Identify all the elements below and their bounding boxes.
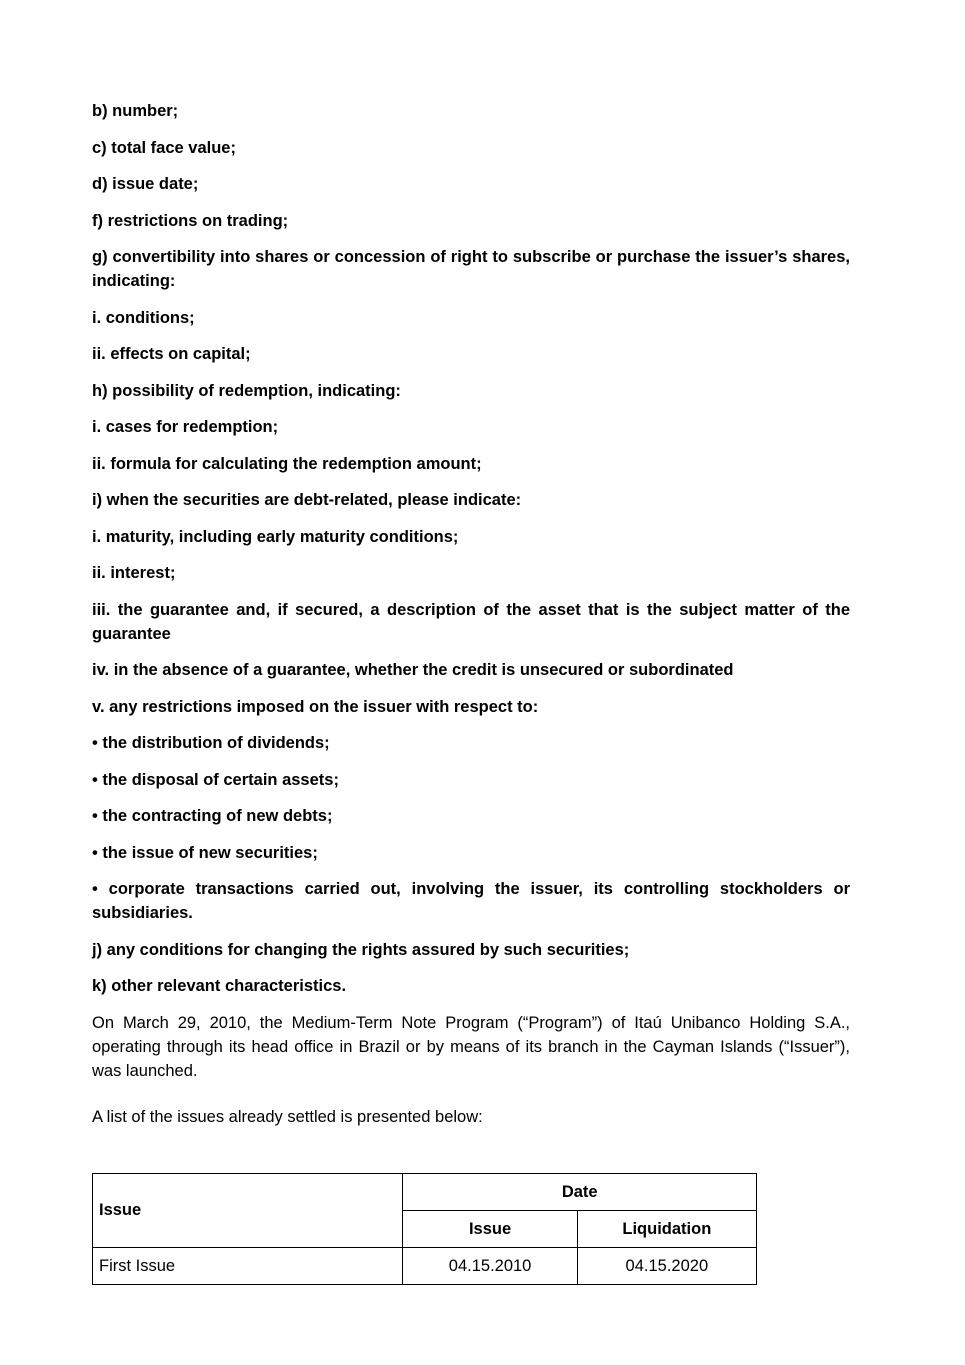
row-liquidation-date: 04.15.2020 [577, 1248, 756, 1285]
item-i-i-maturity: i. maturity, including early maturity conditions; [92, 527, 459, 546]
item-b-number: b) number; [92, 102, 179, 120]
bullet-disposal-assets: • the disposal of certain assets; [92, 770, 339, 789]
row-issue-date: 04.15.2010 [403, 1248, 577, 1285]
item-i-ii-interest: ii. interest; [92, 564, 176, 582]
item-i-iv-absence-guarantee: iv. in the absence of a guarantee, whether the credit is unsecured or subordinated [92, 661, 734, 679]
item-h-redemption: h) possibility of redemption, indicating: [92, 381, 401, 400]
header-date: Date [403, 1174, 757, 1211]
table-header-row [93, 1174, 757, 1211]
bullet-dividends: • the distribution of dividends; [92, 734, 330, 752]
bullet-corporate-transactions: • corporate transactions carried out, involving the issuer, its controlling stockholders or subsidiaries. [92, 880, 850, 922]
subheader-issue: Issue [403, 1211, 577, 1248]
row-issue-name: First Issue [93, 1248, 403, 1285]
issues-table [92, 1173, 757, 1285]
item-g-convertibility: g) convertibility into shares or concession of right to subscribe or purchase the issuer’s shares, indicating: [92, 248, 850, 290]
subheader-liquidation: Liquidation [577, 1211, 756, 1248]
item-h-ii-formula: ii. formula for calculating the redemption amount; [92, 454, 482, 473]
item-i-debt-related: i) when the securities are debt-related, please indicate: [92, 491, 522, 509]
bullet-new-securities: • the issue of new securities; [92, 843, 318, 862]
item-g-ii-effects: ii. effects on capital; [92, 345, 251, 363]
item-h-i-cases: i. cases for redemption; [92, 418, 279, 436]
document-body [92, 99, 850, 1129]
item-k-other: k) other relevant characteristics. [92, 977, 347, 995]
item-c-total-face-value: c) total face value; [92, 138, 236, 157]
issues-intro: A list of the issues already settled is presented below: [92, 1107, 483, 1126]
table-row [93, 1248, 757, 1285]
bullet-new-debts: • the contracting of new debts; [92, 807, 333, 825]
item-f-restrictions: f) restrictions on trading; [92, 211, 289, 230]
item-i-v-restrictions: v. any restrictions imposed on the issuer with respect to: [92, 697, 539, 716]
program-paragraph: On March 29, 2010, the Medium-Term Note Program (“Program”) of Itaú Unibanco Holding S.A., operating through its head office in Brazil or by means of its branch in the Cayman Islands (“Issuer”), was launched. [92, 1013, 850, 1080]
item-j-conditions: j) any conditions for changing the rights assured by such securities; [92, 940, 630, 959]
item-g-i-conditions: i. conditions; [92, 308, 195, 327]
header-issue: Issue [93, 1174, 403, 1248]
item-d-issue-date: d) issue date; [92, 175, 199, 193]
item-i-iii-guarantee: iii. the guarantee and, if secured, a description of the asset that is the subject matter of the guarantee [92, 600, 850, 643]
